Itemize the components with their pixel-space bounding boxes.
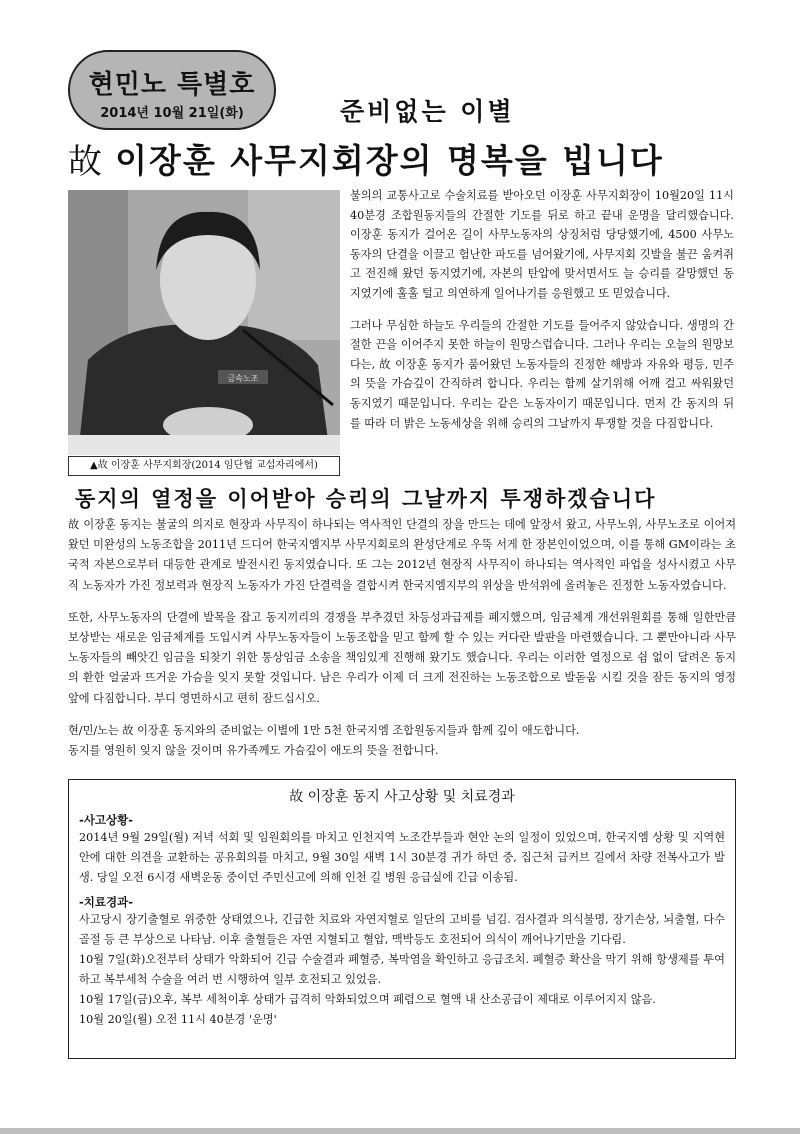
- treatment-oct7: 10월 7일(화)오전부터 상태가 악화되어 긴급 수술결과 폐혈증, 복막염을 확인하고 응급조치. 폐혈증 확산을 막기 위해 항생제를 투여하고 복부세척 수술을 여러 번 시행하여 일부 호전되고 있었음.: [79, 953, 725, 986]
- shirt-logo-text: 금속노조: [227, 374, 259, 383]
- accident-label: -사고상황-: [79, 813, 133, 827]
- headline-hanja: 故: [68, 142, 102, 182]
- headline: [68, 134, 664, 183]
- accident-text: 2014년 9월 29일(월) 저녁 석회 및 임원회의를 마치고 인천지역 노조간부들과 현안 논의 일정이 있었으며, 한국지엠 상황 및 지역현안에 대한 의견을 교환하는 공유회의를 마치고, 9월 30일 새벽 1시 30분경 귀가 하던 중, 집근처 급커브 길에서 차량 전복사고가 발생. 당일 오전 6시경 새벽운동 중이던 주민신고에 의해 인천 길 병원 응급실에 긴급 이송됨.: [79, 831, 725, 884]
- treatment-text: 사고당시 장기출혈로 위중한 상태였으나, 긴급한 치료와 자연지혈로 일단의 고비를 넘김. 검사결과 의식불명, 장기손상, 뇌출혈, 다수 골절 등 큰 부상으로 나타남. 이후 출혈들은 자연 지혈되고 혈압, 맥박등도 호전되어 의식이 깨어나기만을 기다림.: [79, 913, 725, 946]
- special-issue-badge: [68, 50, 276, 130]
- treatment-label: -치료경과-: [79, 895, 133, 909]
- portrait-illustration: [68, 190, 340, 455]
- body-paragraph-3b: 동지를 영원히 잊지 않을 것이며 유가족께도 가슴깊이 애도의 뜻을 전합니다.: [68, 744, 439, 758]
- treatment-oct20: 10월 20일(월) 오전 11시 40분경 '운명': [79, 1013, 277, 1026]
- headline-text: 이장훈 사무지회장의 명복을 빕니다: [115, 141, 664, 180]
- section-title: 동지의 열정을 이어받아 승리의 그날까지 투쟁하겠습니다: [75, 487, 657, 511]
- body-paragraph-3a: 현/민/노는 故 이장훈 동지와의 준비없는 이별에 1만 5천 한국지엠 조합원동지들과 함께 깊이 애도합니다.: [68, 723, 580, 737]
- lead-paragraph-1: 불의의 교통사고로 수술치료를 받아오던 이장훈 사무지회장이 10월20일 11시 40분경 조합원동지들의 간절한 기도를 뒤로 하고 끝내 운명을 달리했습니다. 이장훈 동지가 걸어온 길이 사무노동자의 상징처럼 당당했기에, 4500 사무노동자의 단결을 이끌고 험난한 파도를 넘어왔기에, 사무지회 깃발을 불끈 움켜쥐고 전진해 왔던 동지였기에, 자본의 탄압에 맞서면서도 늘 승리를 갈망했던 동지였기에 훌훌 털고 의연하게 일어나기를 응원했고 또 믿었습니다.: [350, 189, 734, 300]
- box-title: 故 이장훈 동지 사고상황 및 치료경과: [289, 789, 515, 805]
- lead-article: [350, 186, 734, 445]
- lead-paragraph-2: 그러나 무심한 하늘도 우리들의 간절한 기도를 들어주지 않았습니다. 생명의 간절한 끈을 이어주지 못한 하늘이 원망스럽습니다. 그러나 우리는 오늘의 원망보다는, 故 이장훈 동지가 품어왔던 노동자들의 진정한 해방과 자유와 평등, 민주의 뜻을 가슴깊이 간직하려 합니다. 우리는 함께 살기위해 어깨 걸고 싸워왔던 동지였기 때문입니다. 우리는 같은 노동자이기 때문입니다. 먼저 간 동지의 뒤를 따라 더 밝은 노동세상을 위해 승리의 그날까지 투쟁할 것을 다짐합니다.: [350, 318, 734, 430]
- badge-date: 2014년 10월 21일(화): [100, 106, 244, 121]
- portrait-photo: [68, 190, 340, 455]
- accident-details-box: [68, 779, 736, 1059]
- body-paragraph-2: 또한, 사무노동자의 단결에 발목을 잡고 동지끼리의 경쟁을 부추겼던 차등성과급제를 폐지했으며, 임금체계 개선위원회를 통해 일한만큼 보상받는 새로운 임금체계를 도입시켜 사무노동자들이 노동조합을 믿고 함께 할 수 있는 커다란 발판을 마련했습니다. 그 뿐만아니라 사무노동자들의 빼앗긴 임금을 되찾기 위한 통상임금 소송을 책임있게 진행해 왔기도 했습니다. 우리는 이러한 열정으로 쉼 없이 달려온 동지의 환한 얼굴과 뜨거운 가슴을 잊지 못할 것입니다. 남은 우리가 이제 더 크게 전진하는 노동조합으로 발돋움 시킬 것을 잠든 동지의 영정 앞에 다짐합니다. 부디 영면하시고 편히 잠드십시오.: [68, 610, 736, 705]
- body-article: [68, 515, 736, 761]
- body-paragraph-1: 故 이장훈 동지는 불굴의 의지로 현장과 사무직이 하나되는 역사적인 단결의 장을 만드는 데에 앞장서 왔고, 사무노위, 사무노조로 이어져 왔던 미완성의 노동조합을 2011년 드디어 한국지엠지부 사무지회로의 완성단계로 우뚝 서게 한 장본인이었으며, 이를 통해 GM이라는 초국적 자본으로부터 대등한 관계로 발전시킨 동지였습니다. 또 그는 2012년 현장직 사무직이 하나되는 역사적인 파업을 성사시켰고 사무직 노동자가 가진 정보력과 현장직 노동자가 가진 단결력을 결합시켜 한국지엠지부의 위상을 반석위에 올려놓은 진정한 노동자였습니다.: [68, 518, 736, 592]
- treatment-oct17: 10월 17일(금)오후, 복부 세척이후 상태가 급격히 악화되었으며 폐렴으로 혈액 내 산소공급이 제대로 이루어지지 않음.: [79, 993, 656, 1006]
- subheadline: 준비없는 이별: [340, 97, 515, 126]
- photo-caption: ▲故 이장훈 사무지회장(2014 임단협 교섭자리에서): [68, 456, 340, 476]
- badge-title: 현민노 특별호: [88, 70, 256, 100]
- page-bottom-bar: [0, 1128, 800, 1134]
